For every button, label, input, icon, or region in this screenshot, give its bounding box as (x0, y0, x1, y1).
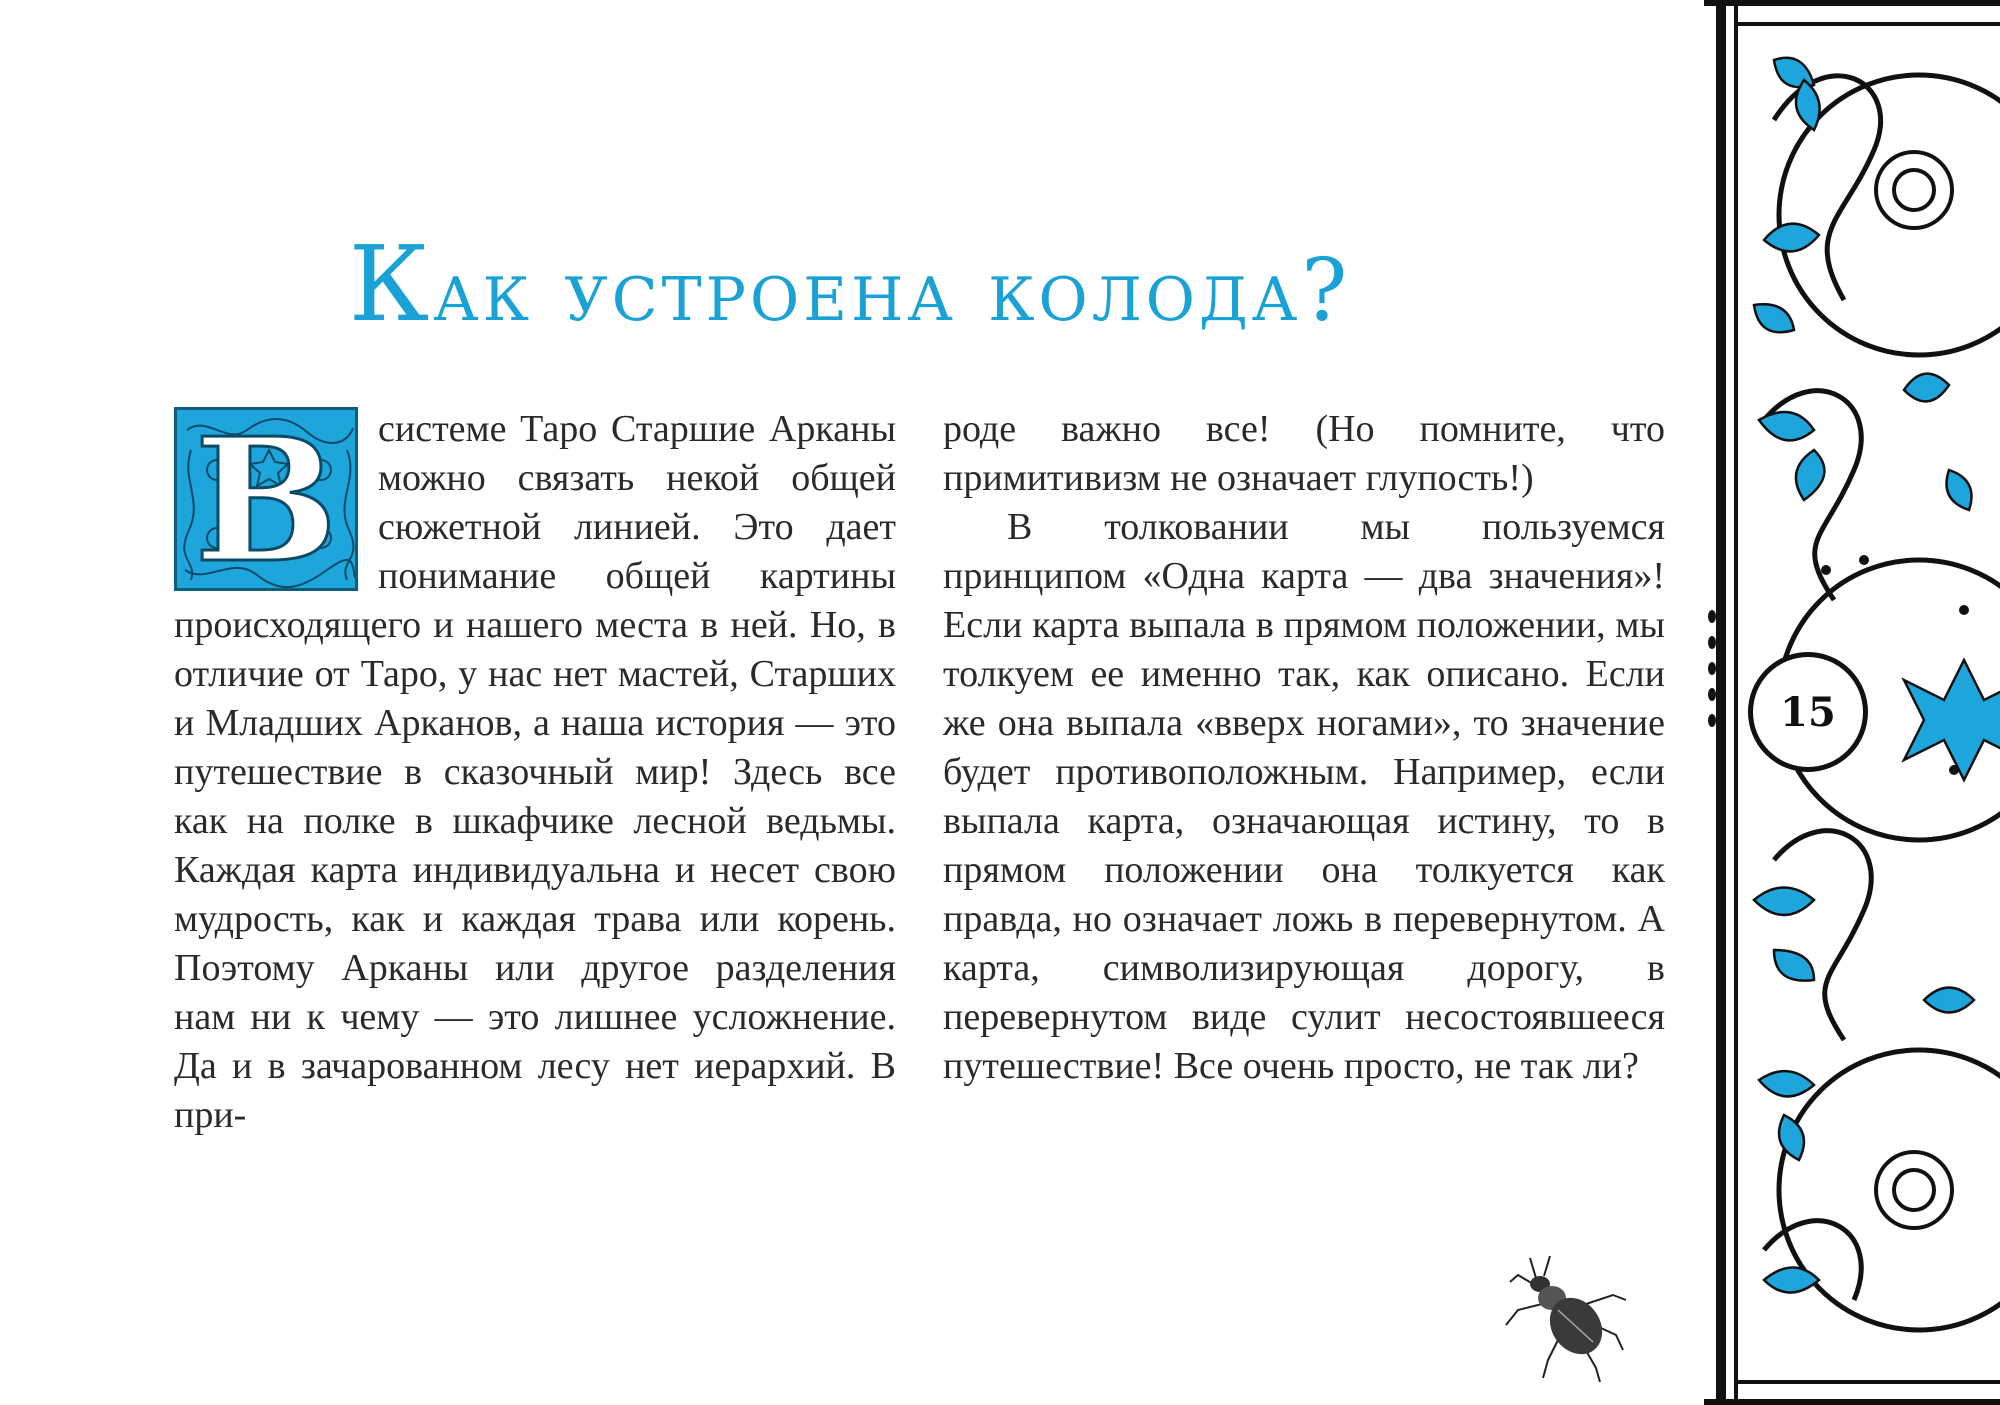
ornate-initial-icon (174, 407, 358, 591)
right-column-text-2: В толковании мы пользуемся принципом «Одна карта — два значения»! Если карта выпала в прямом положении, мы толкуем ее именно так, как описано. Если же она выпала «вверх ногами», то значение будет противоположным. Например, если выпала карта, означающая истину, то в прямом положении она толкуется как правда, но означает ложь в перевернутом. А карта, символизирующая дорогу, в перевернутом виде сулит несостоявшееся путешествие! Все очень просто, не так ли? (943, 506, 1665, 1087)
left-column-text: системе Таро Старшие Арканы можно связать некой общей сюжетной линией. Это дает понимание общей картины происходящего и нашего места в ней. Но, в отличие от Таро, у нас нет мастей, Старших и Младших Арканов, а наша история — это путешествие в сказочный мир! Здесь все как на полке в шкафчике лесной ведьмы. Каждая карта индивидуальна и несет свою мудрость, как и каждая трава или корень. Поэтому Арканы или другое разделения нам ни к чему — это лишнее усложнение. Да и в зачарованном лесу нет иерархий. В при- (174, 408, 896, 1136)
page-number: 15 (1748, 652, 1868, 772)
article-column-right (943, 405, 1665, 1091)
dot-divider (1704, 610, 1720, 740)
beetle-icon (1488, 1250, 1638, 1390)
article-column-left (174, 405, 896, 1140)
page-title: Как устроена колода? (348, 223, 1352, 345)
right-column-text-1: роде важно все! (Но помните, что примитивизм не означает глупость!) (943, 408, 1665, 499)
drop-cap-letter: В (194, 407, 338, 591)
